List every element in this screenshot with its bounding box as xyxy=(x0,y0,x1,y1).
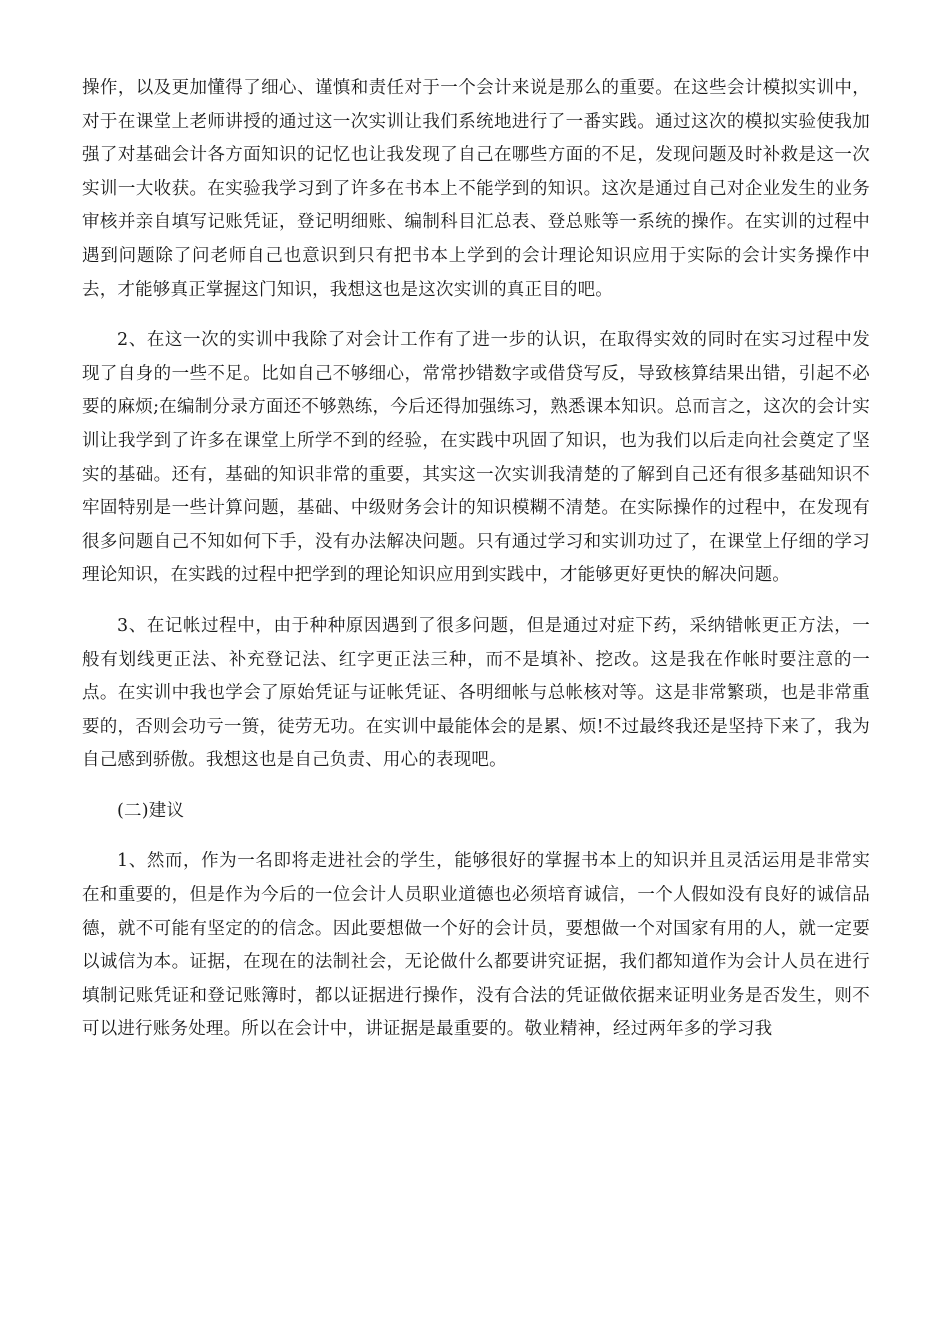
paragraph-continuation: 操作，以及更加懂得了细心、谨慎和责任对于一个会计来说是那么的重要。在这些会计模拟实训中，对于在课堂上老师讲授的通过这一次实训让我们系统地进行了一番实践。通过这次的模拟实验使我加强了对基础会计各方面知识的记忆也让我发现了自己在哪些方面的不足，发现问题及时补救是这一次实训一大收获。在实验我学习到了许多在书本上不能学到的知识。这次是通过自己对企业发生的业务审核并亲自填写记账凭证，登记明细账、编制科目汇总表、登总账等一系统的操作。在实训的过程中遇到问题除了问老师自己也意识到只有把书本上学到的会计理论知识应用于实际的会计实务操作中去，才能够真正掌握这门知识，我想这也是这次实训的真正目的吧。 xyxy=(82,78,870,300)
paragraph-item-3: 3、在记帐过程中，由于种种原因遇到了很多问题，但是通过对症下药，采纳错帐更正方法，一般有划线更正法、补充登记法、红字更正法三种，而不是填补、挖改。这是我在作帐时要注意的一点。在实训中我也学会了原始凭证与证帐凭证、各明细帐与总帐核对等。这是非常繁琐，也是非常重要的，否则会功亏一篑，徒劳无功。在实训中最能体会的是累、烦!不过最终我还是坚持下来了，我为自己感到骄傲。我想这也是自己负责、用心的表现吧。 xyxy=(82,615,870,771)
paragraph-item-2: 2、在这一次的实训中我除了对会计工作有了进一步的认识，在取得实效的同时在实习过程中发现了自身的一些不足。比如自己不够细心，常常抄错数字或借贷写反，导致核算结果出错，引起不必要的麻烦;在编制分录方面还不够熟练，今后还得加强练习，熟悉课本知识。总而言之，这次的会计实训让我学到了许多在课堂上所学不到的经验，在实践中巩固了知识，也为我们以后走向社会奠定了坚实的基础。还有，基础的知识非常的重要，其实这一次实训我清楚的了解到自己还有很多基础知识不牢固特别是一些计算问题，基础、中级财务会计的知识模糊不清楚。在实际操作的过程中，在发现有很多问题自己不知如何下手，没有办法解决问题。只有通过学习和实训功过了，在课堂上仔细的学习理论知识，在实践的过程中把学到的理论知识应用到实践中，才能够更好更快的解决问题。 xyxy=(82,330,870,586)
section-heading-suggestions: (二)建议 xyxy=(117,800,185,821)
paragraph-suggestion-1: 1、然而，作为一名即将走进社会的学生，能够很好的掌握书本上的知识并且灵活运用是非常实在和重要的，但是作为今后的一位会计人员职业道德也必须培育诚信，一个人假如没有良好的诚信品德，就不可能有坚定的的信念。因此要想做一个好的会计员，要想做一个对国家有用的人，就一定要以诚信为本。证据，在现在的法制社会，无论做什么都要讲究证据，我们都知道作为会计人员在进行填制记账凭证和登记账簿时，都以证据进行操作，没有合法的凭证做依据来证明业务是否发生，则不可以进行账务处理。所以在会计中，讲证据是最重要的。敬业精神，经过两年多的学习我 xyxy=(82,851,870,1040)
document-body xyxy=(82,72,870,1064)
